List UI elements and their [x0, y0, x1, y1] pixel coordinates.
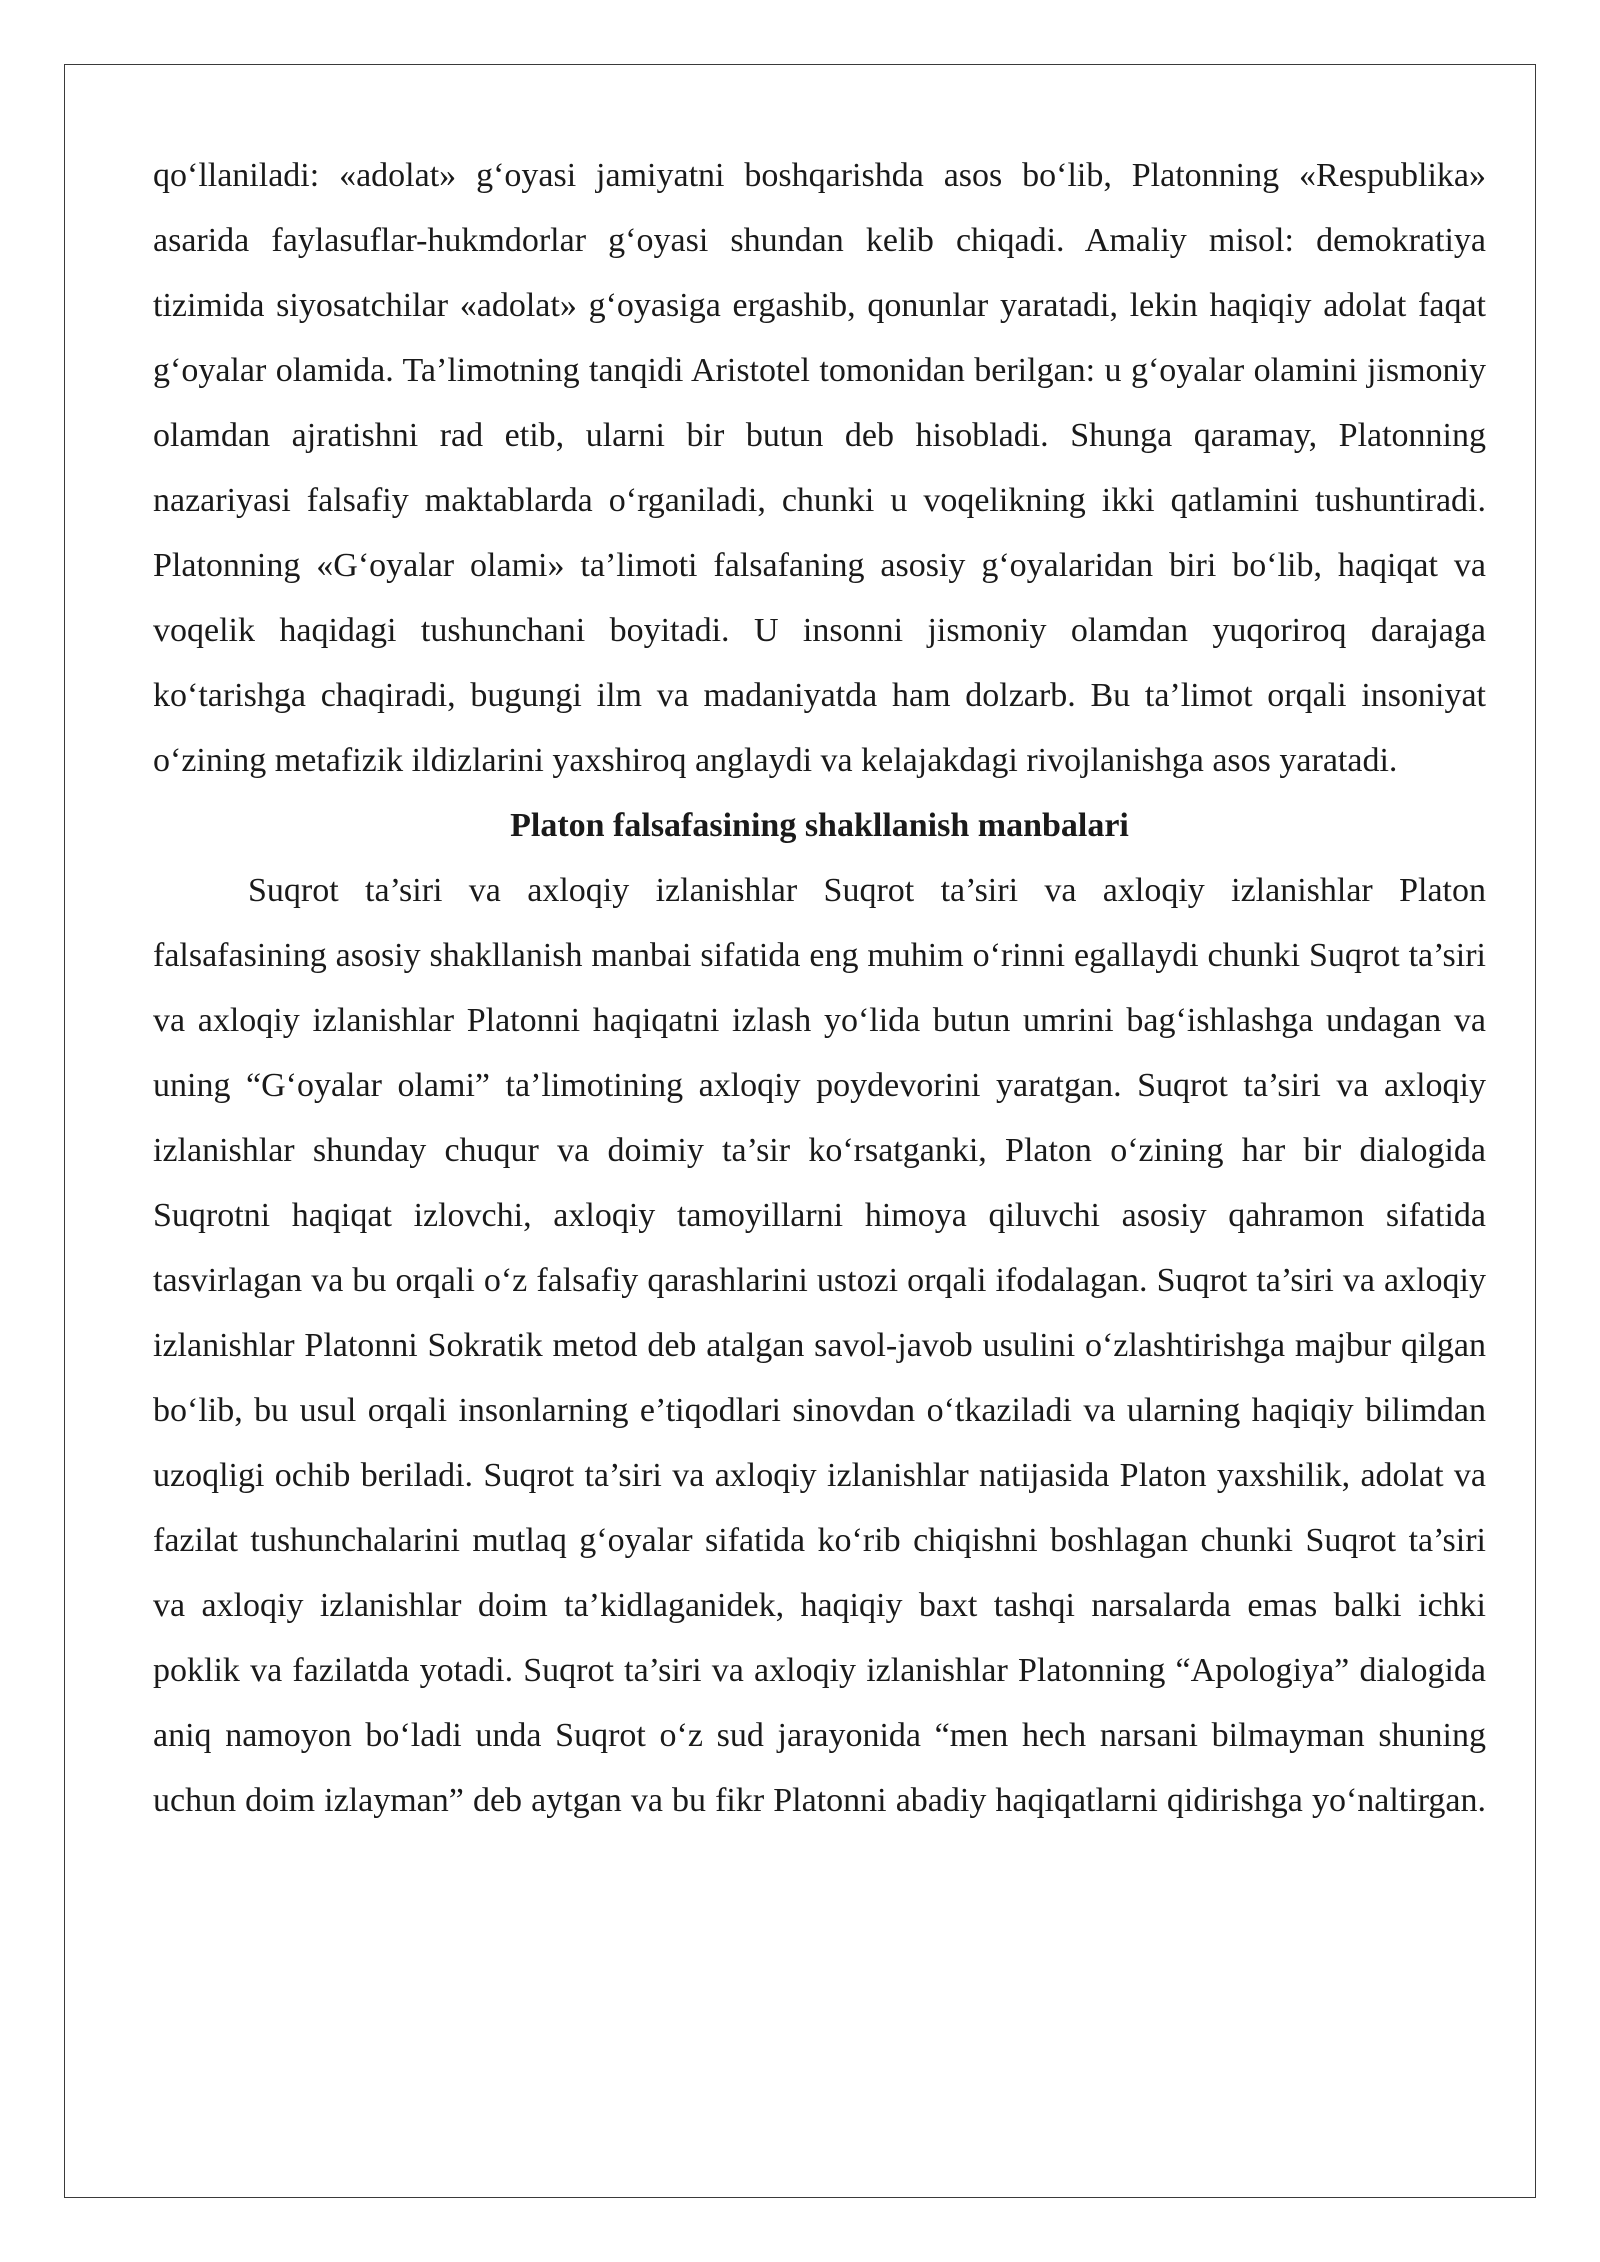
body-paragraph-section: Suqrot ta’siri va axloqiy izlanishlar Suqrot ta’siri va axloqiy izlanishlar Platon falsafasining asosiy shakllanish manbai sifatida eng muhim o‘rinni egallaydi chunki Suqrot ta’siri va axloqiy izlanishlar Platonni haqiqatni izlash yo‘lida butun umrini bag‘ishlashga undagan va uning “G‘oyalar olami” ta’limotining axloqiy poydevorini yaratgan. Suqrot ta’siri va axloqiy izlanishlar shunday chuqur va doimiy ta’sir ko‘rsatganki, Platon o‘zining har bir dialogida Suqrotni haqiqat izlovchi, axloqiy tamoyillarni himoya qiluvchi asosiy qahramon sifatida tasvirlagan va bu orqali o‘z falsafiy qarashlarini ustozi orqali ifodalagan. Suqrot ta’siri va axloqiy izlanishlar Platonni Sokratik metod deb atalgan savol-javob usulini o‘zlashtirishga majbur qilgan bo‘lib, bu usul orqali insonlarning e’tiqodlari sinovdan o‘tkaziladi va ularning haqiqiy bilimdan uzoqligi ochib beriladi. Suqrot ta’siri va axloqiy izlanishlar natijasida Platon yaxshilik, adolat va fazilat tushunchalarini mutlaq g‘oyalar sifatida ko‘rib chiqishni boshlagan chunki Suqrot ta’siri va axloqiy izlanishlar doim ta’kidlaganidek, haqiqiy baxt tashqi narsalarda emas balki ichki poklik va fazilatda yotadi. Suqrot ta’siri va axloqiy izlanishlar Platonning “Apologiya” dialogida aniq namoyon bo‘ladi unda Suqrot o‘z sud jarayonida “men hech narsani bilmayman shuning uchun doim izlayman” deb aytgan va bu fikr Platonni abadiy haqiqatlarni qidirishga yo‘naltirgan. [153, 872, 1486, 1819]
body-paragraph-continued: qo‘llaniladi: «adolat» g‘oyasi jamiyatni boshqarishda asos bo‘lib, Platonning «Respublika» asarida faylasuflar-hukmdorlar g‘oyasi shundan kelib chiqadi. Amaliy misol: demokratiya tizimida siyosatchilar «adolat» g‘oyasiga ergashib, qonunlar yaratadi, lekin haqiqiy adolat faqat g‘oyalar olamida. Ta’limotning tanqidi Aristotel tomonidan berilgan: u g‘oyalar olamini jismoniy olamdan ajratishni rad etib, ularni bir butun deb hisobladi. Shunga qaramay, Platonning nazariyasi falsafiy maktablarda o‘rganiladi, chunki u voqelikning ikki qatlamini tushuntiradi. Platonning «G‘oyalar olami» ta’limoti falsafaning asosiy g‘oyalaridan biri bo‘lib, haqiqat va voqelik haqidagi tushunchani boyitadi. U insonni jismoniy olamdan yuqoriroq darajaga ko‘tarishga chaqiradi, bugungi ilm va madaniyatda ham dolzarb. Bu ta’limot orqali insoniyat o‘zining metafizik ildizlarini yaxshiroq anglaydi va kelajakdagi rivojlanishga asos yaratadi. [153, 157, 1486, 779]
page-content [153, 143, 1486, 1833]
section-heading: Platon falsafasining shakllanish manbalari [510, 807, 1129, 844]
